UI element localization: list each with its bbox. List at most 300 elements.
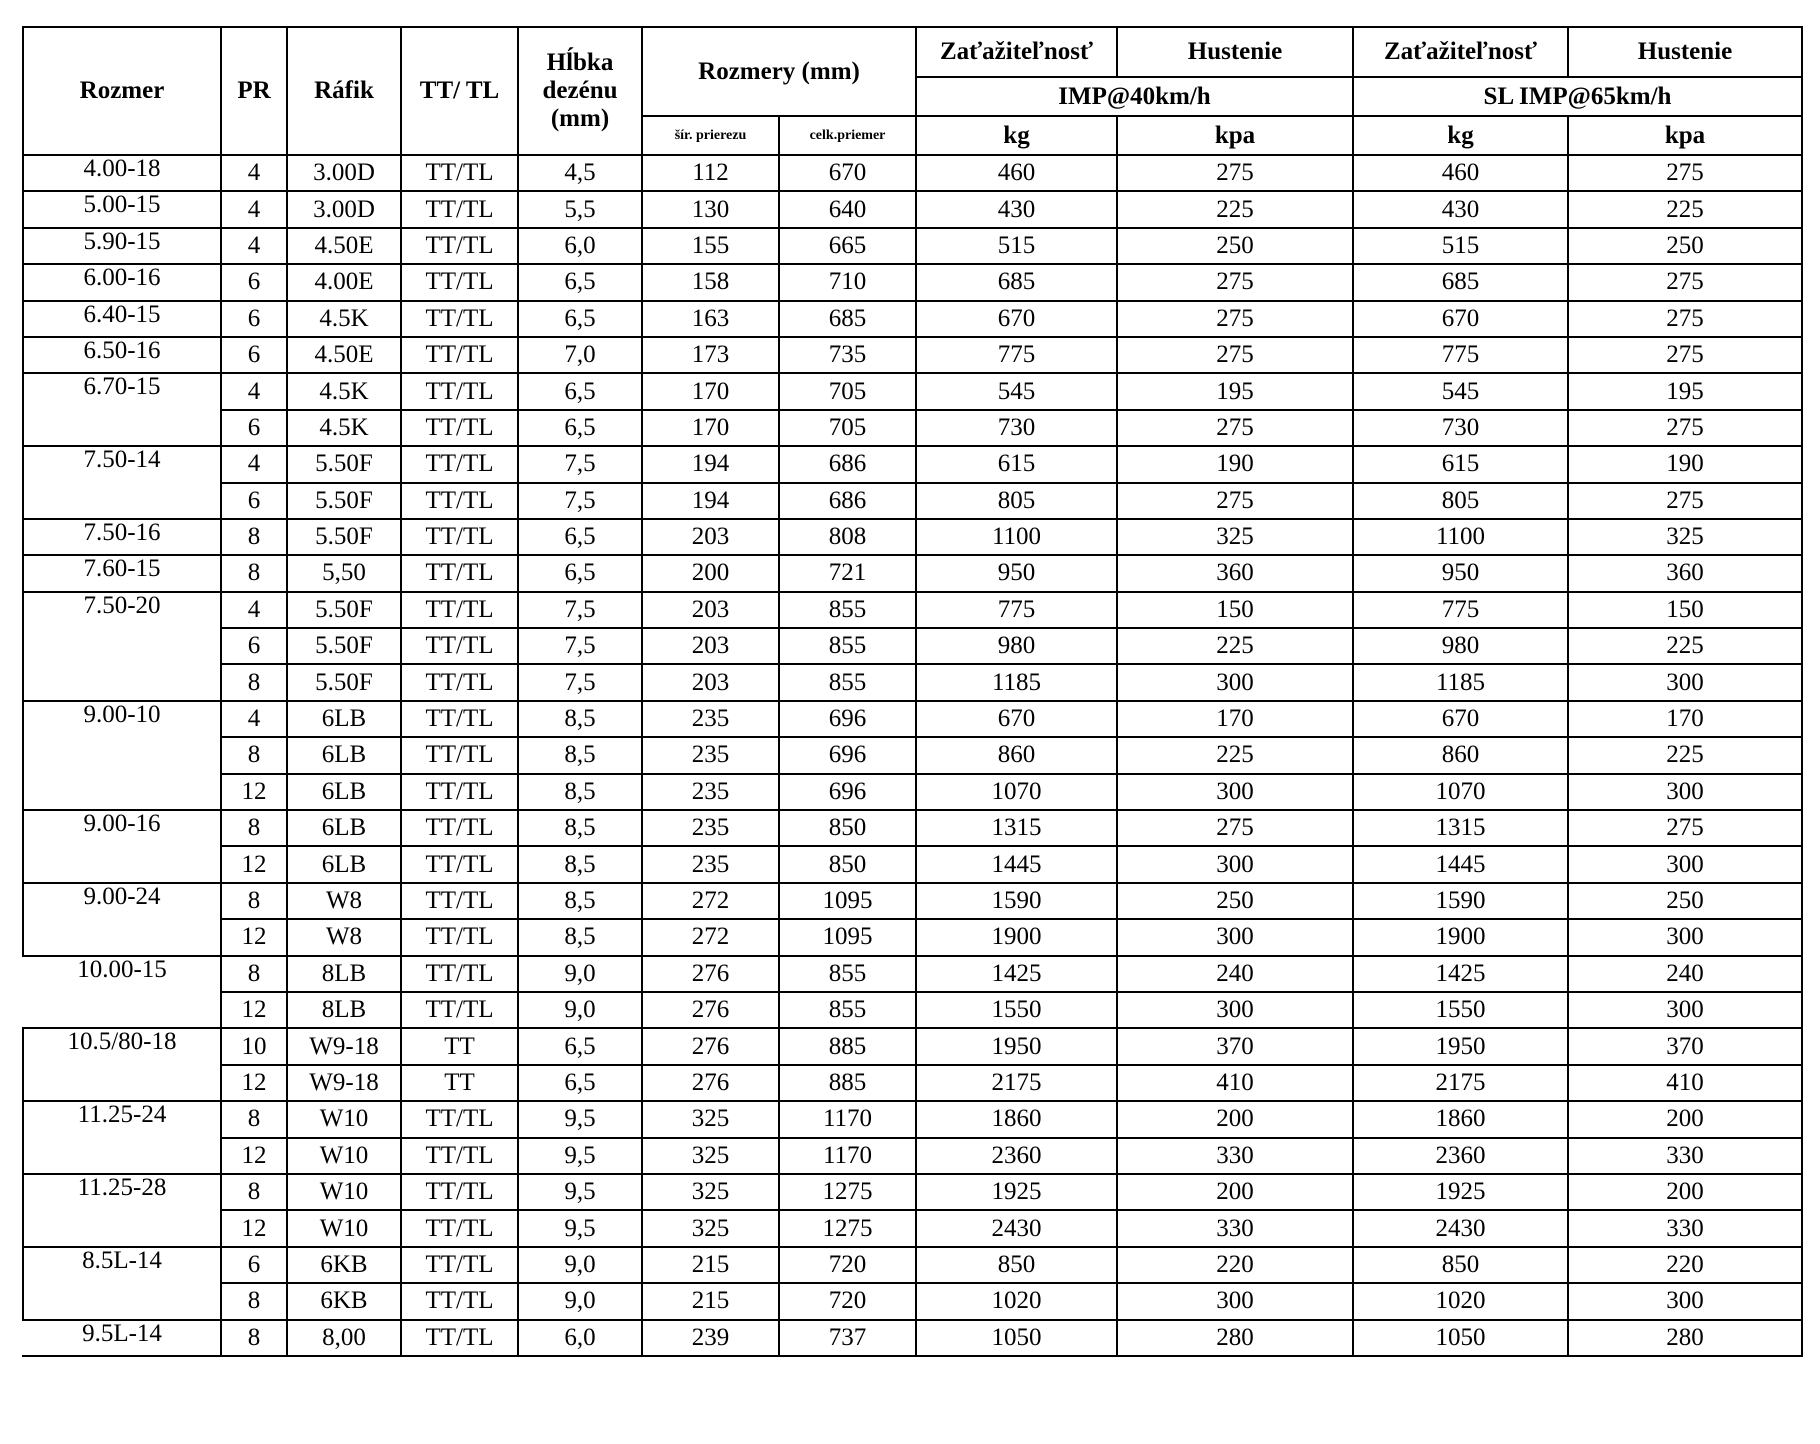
table-row [23,373,1802,409]
cell-zataz-40-kg: 2430 [916,1210,1117,1246]
table-row [23,774,1802,810]
cell-hust-65-kpa: 275 [1568,483,1802,519]
cell-hust-65-kpa: 200 [1568,1101,1802,1137]
cell-tt-tl: TT/TL [401,337,518,373]
cell-rafik: 6LB [287,701,401,737]
cell-zataz-65-kg: 2360 [1353,1138,1568,1174]
cell-tt-tl: TT/TL [401,774,518,810]
header-imp40: IMP@40km/h [916,77,1353,116]
cell-hust-40-kpa: 280 [1117,1320,1353,1356]
cell-hlbka: 9,5 [518,1138,642,1174]
cell-hlbka: 9,0 [518,956,642,992]
table-row [23,555,1802,591]
cell-tt-tl: TT/TL [401,483,518,519]
tire-spec-table [22,26,1803,1357]
cell-hust-65-kpa: 250 [1568,883,1802,919]
cell-pr: 12 [221,1065,287,1101]
cell-sir-prierezu: 170 [642,410,779,446]
cell-tt-tl: TT/TL [401,883,518,919]
cell-pr: 8 [221,883,287,919]
cell-zataz-65-kg: 1100 [1353,519,1568,555]
table-row [23,155,1802,191]
cell-rozmer: 4.00-18 [23,155,221,191]
cell-tt-tl: TT [401,1028,518,1064]
cell-hlbka: 9,5 [518,1174,642,1210]
cell-zataz-40-kg: 2175 [916,1065,1117,1101]
cell-hust-40-kpa: 275 [1117,483,1353,519]
cell-tt-tl: TT/TL [401,301,518,337]
cell-hust-65-kpa: 225 [1568,737,1802,773]
cell-hust-40-kpa: 275 [1117,155,1353,191]
cell-celk-priemer: 855 [779,592,916,628]
cell-rozmer: 9.00-24 [23,883,221,956]
cell-celk-priemer: 1275 [779,1174,916,1210]
cell-zataz-40-kg: 1050 [916,1320,1117,1356]
header-kg-2: kg [1353,116,1568,155]
table-row [23,956,1802,992]
cell-rafik: 6LB [287,846,401,882]
cell-hust-40-kpa: 170 [1117,701,1353,737]
cell-sir-prierezu: 194 [642,483,779,519]
cell-sir-prierezu: 203 [642,664,779,700]
header-zatazitelnost-2: Zaťažiteľnosť [1353,27,1568,77]
cell-rafik: W8 [287,883,401,919]
cell-zataz-65-kg: 1860 [1353,1101,1568,1137]
cell-tt-tl: TT/TL [401,592,518,628]
cell-zataz-65-kg: 2175 [1353,1065,1568,1101]
cell-hust-40-kpa: 300 [1117,919,1353,955]
cell-sir-prierezu: 272 [642,883,779,919]
cell-hust-65-kpa: 300 [1568,919,1802,955]
cell-hust-40-kpa: 200 [1117,1101,1353,1137]
cell-hlbka: 6,5 [518,555,642,591]
table-row [23,483,1802,519]
header-zatazitelnost-1: Zaťažiteľnosť [916,27,1117,77]
cell-pr: 8 [221,810,287,846]
cell-zataz-65-kg: 980 [1353,628,1568,664]
cell-tt-tl: TT/TL [401,1138,518,1174]
cell-hust-65-kpa: 275 [1568,264,1802,300]
cell-rafik: 6LB [287,774,401,810]
cell-pr: 4 [221,155,287,191]
cell-hlbka: 6,0 [518,1320,642,1356]
cell-zataz-40-kg: 460 [916,155,1117,191]
cell-rozmer: 9.00-10 [23,701,221,810]
cell-hust-40-kpa: 330 [1117,1210,1353,1246]
cell-rafik: 8LB [287,956,401,992]
header-sl-imp65: SL IMP@65km/h [1353,77,1802,116]
cell-tt-tl: TT/TL [401,701,518,737]
cell-zataz-65-kg: 1425 [1353,956,1568,992]
cell-sir-prierezu: 276 [642,992,779,1028]
cell-rafik: 5.50F [287,628,401,664]
cell-zataz-40-kg: 1925 [916,1174,1117,1210]
cell-pr: 8 [221,1174,287,1210]
cell-hlbka: 9,0 [518,992,642,1028]
table-row [23,1320,1802,1356]
cell-pr: 8 [221,737,287,773]
cell-hust-40-kpa: 195 [1117,373,1353,409]
table-row [23,592,1802,628]
cell-tt-tl: TT/TL [401,373,518,409]
cell-rafik: 4.5K [287,410,401,446]
cell-tt-tl: TT/TL [401,664,518,700]
cell-pr: 12 [221,1210,287,1246]
cell-tt-tl: TT/TL [401,737,518,773]
cell-celk-priemer: 686 [779,483,916,519]
cell-rozmer: 7.50-14 [23,446,221,519]
cell-zataz-40-kg: 980 [916,628,1117,664]
cell-celk-priemer: 685 [779,301,916,337]
cell-celk-priemer: 850 [779,810,916,846]
cell-hlbka: 8,5 [518,919,642,955]
cell-zataz-40-kg: 1860 [916,1101,1117,1137]
cell-celk-priemer: 640 [779,191,916,227]
cell-celk-priemer: 850 [779,846,916,882]
cell-zataz-65-kg: 545 [1353,373,1568,409]
cell-rafik: 6LB [287,810,401,846]
cell-hust-65-kpa: 275 [1568,410,1802,446]
cell-sir-prierezu: 235 [642,810,779,846]
cell-zataz-65-kg: 1550 [1353,992,1568,1028]
header-rozmery: Rozmery (mm) [642,27,916,116]
cell-hlbka: 9,5 [518,1210,642,1246]
cell-celk-priemer: 1170 [779,1101,916,1137]
table-header [23,27,1802,155]
header-pr: PR [221,27,287,155]
cell-tt-tl: TT/TL [401,1283,518,1319]
cell-rozmer: 7.60-15 [23,555,221,591]
header-celk-priemer: celk.priemer [779,116,916,155]
cell-celk-priemer: 710 [779,264,916,300]
cell-hust-40-kpa: 275 [1117,810,1353,846]
cell-zataz-40-kg: 545 [916,373,1117,409]
cell-celk-priemer: 686 [779,446,916,482]
cell-pr: 4 [221,701,287,737]
cell-pr: 6 [221,301,287,337]
table-row [23,628,1802,664]
cell-sir-prierezu: 235 [642,774,779,810]
cell-hust-40-kpa: 330 [1117,1138,1353,1174]
cell-zataz-65-kg: 1070 [1353,774,1568,810]
cell-pr: 12 [221,846,287,882]
cell-hust-65-kpa: 170 [1568,701,1802,737]
cell-hust-65-kpa: 190 [1568,446,1802,482]
cell-tt-tl: TT/TL [401,1320,518,1356]
cell-pr: 6 [221,628,287,664]
cell-hlbka: 6,5 [518,410,642,446]
cell-hust-40-kpa: 150 [1117,592,1353,628]
cell-zataz-65-kg: 775 [1353,592,1568,628]
cell-hlbka: 6,5 [518,1028,642,1064]
cell-rozmer: 7.50-20 [23,592,221,701]
table-row [23,992,1802,1028]
cell-sir-prierezu: 194 [642,446,779,482]
cell-pr: 8 [221,1320,287,1356]
cell-hlbka: 7,5 [518,483,642,519]
cell-pr: 6 [221,264,287,300]
cell-hust-65-kpa: 300 [1568,774,1802,810]
table-row [23,1174,1802,1210]
table-row [23,664,1802,700]
cell-hust-40-kpa: 250 [1117,228,1353,264]
cell-hust-65-kpa: 330 [1568,1210,1802,1246]
cell-hust-40-kpa: 225 [1117,191,1353,227]
cell-tt-tl: TT/TL [401,1174,518,1210]
cell-hust-65-kpa: 330 [1568,1138,1802,1174]
cell-celk-priemer: 808 [779,519,916,555]
cell-sir-prierezu: 163 [642,301,779,337]
cell-zataz-40-kg: 950 [916,555,1117,591]
cell-zataz-65-kg: 2430 [1353,1210,1568,1246]
cell-celk-priemer: 1275 [779,1210,916,1246]
cell-hlbka: 6,5 [518,1065,642,1101]
cell-zataz-40-kg: 1445 [916,846,1117,882]
cell-zataz-65-kg: 775 [1353,337,1568,373]
cell-hust-65-kpa: 275 [1568,301,1802,337]
cell-tt-tl: TT/TL [401,1210,518,1246]
cell-celk-priemer: 855 [779,992,916,1028]
cell-rafik: W10 [287,1210,401,1246]
cell-hust-40-kpa: 300 [1117,846,1353,882]
cell-hust-40-kpa: 370 [1117,1028,1353,1064]
cell-hust-65-kpa: 280 [1568,1320,1802,1356]
cell-sir-prierezu: 215 [642,1283,779,1319]
table-row [23,191,1802,227]
cell-hlbka: 7,0 [518,337,642,373]
cell-rafik: 6KB [287,1283,401,1319]
cell-celk-priemer: 721 [779,555,916,591]
cell-hust-40-kpa: 275 [1117,264,1353,300]
header-kpa-2: kpa [1568,116,1802,155]
cell-rafik: 4.00E [287,264,401,300]
cell-zataz-40-kg: 1900 [916,919,1117,955]
cell-hlbka: 6,5 [518,373,642,409]
cell-celk-priemer: 705 [779,410,916,446]
cell-hust-65-kpa: 410 [1568,1065,1802,1101]
cell-rozmer: 6.40-15 [23,301,221,337]
cell-rozmer: 7.50-16 [23,519,221,555]
cell-rafik: 6LB [287,737,401,773]
cell-rafik: 5,50 [287,555,401,591]
header-sir-prierezu: šír. prierezu [642,116,779,155]
header-hustenie-2: Hustenie [1568,27,1802,77]
cell-rozmer: 11.25-24 [23,1101,221,1174]
cell-celk-priemer: 705 [779,373,916,409]
cell-zataz-65-kg: 1315 [1353,810,1568,846]
cell-zataz-65-kg: 615 [1353,446,1568,482]
cell-zataz-65-kg: 670 [1353,701,1568,737]
header-rozmer: Rozmer [23,27,221,155]
cell-rafik: 4.50E [287,228,401,264]
cell-tt-tl: TT/TL [401,628,518,664]
header-tt-tl: TT/ TL [401,27,518,155]
cell-pr: 6 [221,1247,287,1283]
cell-pr: 12 [221,992,287,1028]
cell-zataz-65-kg: 1050 [1353,1320,1568,1356]
cell-zataz-65-kg: 685 [1353,264,1568,300]
cell-pr: 6 [221,410,287,446]
header-kg-1: kg [916,116,1117,155]
table-row [23,1247,1802,1283]
cell-zataz-40-kg: 430 [916,191,1117,227]
cell-zataz-40-kg: 850 [916,1247,1117,1283]
cell-rafik: W9-18 [287,1028,401,1064]
cell-sir-prierezu: 276 [642,956,779,992]
cell-rozmer: 5.90-15 [23,228,221,264]
cell-zataz-40-kg: 2360 [916,1138,1117,1174]
cell-sir-prierezu: 173 [642,337,779,373]
cell-pr: 12 [221,774,287,810]
cell-celk-priemer: 1095 [779,919,916,955]
cell-hust-40-kpa: 300 [1117,1283,1353,1319]
cell-zataz-65-kg: 670 [1353,301,1568,337]
cell-zataz-65-kg: 1950 [1353,1028,1568,1064]
cell-zataz-65-kg: 1185 [1353,664,1568,700]
cell-hlbka: 8,5 [518,701,642,737]
cell-sir-prierezu: 325 [642,1101,779,1137]
cell-hlbka: 5,5 [518,191,642,227]
cell-hlbka: 8,5 [518,846,642,882]
cell-sir-prierezu: 239 [642,1320,779,1356]
cell-tt-tl: TT/TL [401,155,518,191]
cell-hlbka: 7,5 [518,664,642,700]
table-row [23,810,1802,846]
table-row [23,1138,1802,1174]
cell-zataz-40-kg: 775 [916,337,1117,373]
cell-sir-prierezu: 203 [642,592,779,628]
cell-tt-tl: TT/TL [401,956,518,992]
cell-zataz-65-kg: 430 [1353,191,1568,227]
cell-zataz-40-kg: 1020 [916,1283,1117,1319]
cell-celk-priemer: 885 [779,1028,916,1064]
cell-sir-prierezu: 215 [642,1247,779,1283]
cell-hlbka: 7,5 [518,446,642,482]
cell-pr: 12 [221,919,287,955]
table-row [23,846,1802,882]
cell-tt-tl: TT/TL [401,810,518,846]
cell-sir-prierezu: 158 [642,264,779,300]
cell-sir-prierezu: 276 [642,1028,779,1064]
cell-zataz-40-kg: 670 [916,301,1117,337]
cell-celk-priemer: 855 [779,664,916,700]
header-hlbka-line2: dezénu [542,77,618,104]
cell-pr: 4 [221,191,287,227]
cell-zataz-65-kg: 730 [1353,410,1568,446]
cell-sir-prierezu: 235 [642,701,779,737]
cell-hust-65-kpa: 225 [1568,191,1802,227]
cell-zataz-65-kg: 1020 [1353,1283,1568,1319]
cell-tt-tl: TT/TL [401,919,518,955]
cell-tt-tl: TT [401,1065,518,1101]
cell-celk-priemer: 665 [779,228,916,264]
cell-zataz-40-kg: 1950 [916,1028,1117,1064]
cell-pr: 8 [221,1283,287,1319]
cell-hust-65-kpa: 300 [1568,846,1802,882]
cell-rafik: W10 [287,1101,401,1137]
cell-sir-prierezu: 272 [642,919,779,955]
cell-hlbka: 7,5 [518,628,642,664]
cell-rozmer: 6.00-16 [23,264,221,300]
cell-hust-40-kpa: 240 [1117,956,1353,992]
cell-sir-prierezu: 235 [642,737,779,773]
cell-celk-priemer: 720 [779,1247,916,1283]
cell-hust-65-kpa: 220 [1568,1247,1802,1283]
cell-zataz-40-kg: 860 [916,737,1117,773]
cell-hust-40-kpa: 275 [1117,337,1353,373]
cell-zataz-40-kg: 775 [916,592,1117,628]
cell-pr: 8 [221,555,287,591]
cell-zataz-40-kg: 1590 [916,883,1117,919]
cell-hust-65-kpa: 275 [1568,155,1802,191]
cell-zataz-65-kg: 1590 [1353,883,1568,919]
cell-sir-prierezu: 170 [642,373,779,409]
cell-rafik: 5.50F [287,446,401,482]
cell-hust-65-kpa: 300 [1568,1283,1802,1319]
cell-pr: 4 [221,373,287,409]
cell-hust-65-kpa: 225 [1568,628,1802,664]
cell-hust-65-kpa: 240 [1568,956,1802,992]
cell-pr: 4 [221,446,287,482]
header-hustenie-1: Hustenie [1117,27,1353,77]
cell-zataz-40-kg: 615 [916,446,1117,482]
header-kpa-1: kpa [1117,116,1353,155]
cell-sir-prierezu: 130 [642,191,779,227]
cell-sir-prierezu: 155 [642,228,779,264]
cell-pr: 8 [221,1101,287,1137]
cell-sir-prierezu: 112 [642,155,779,191]
table-row [23,883,1802,919]
cell-tt-tl: TT/TL [401,846,518,882]
cell-hlbka: 4,5 [518,155,642,191]
cell-hust-40-kpa: 220 [1117,1247,1353,1283]
cell-hust-40-kpa: 275 [1117,410,1353,446]
cell-celk-priemer: 1095 [779,883,916,919]
table-row [23,1283,1802,1319]
cell-hust-65-kpa: 300 [1568,992,1802,1028]
cell-hlbka: 8,5 [518,774,642,810]
cell-hust-40-kpa: 300 [1117,992,1353,1028]
cell-hust-40-kpa: 410 [1117,1065,1353,1101]
table-row [23,446,1802,482]
cell-celk-priemer: 720 [779,1283,916,1319]
cell-celk-priemer: 670 [779,155,916,191]
cell-zataz-40-kg: 1315 [916,810,1117,846]
cell-rozmer: 9.00-16 [23,810,221,883]
cell-rafik: 5.50F [287,592,401,628]
cell-celk-priemer: 1170 [779,1138,916,1174]
cell-hust-65-kpa: 250 [1568,228,1802,264]
cell-zataz-40-kg: 730 [916,410,1117,446]
cell-sir-prierezu: 325 [642,1138,779,1174]
cell-rafik: 4.5K [287,373,401,409]
cell-rafik: 8LB [287,992,401,1028]
cell-rafik: 4.50E [287,337,401,373]
cell-zataz-65-kg: 460 [1353,155,1568,191]
cell-pr: 12 [221,1138,287,1174]
cell-rafik: W10 [287,1174,401,1210]
cell-rafik: 5.50F [287,519,401,555]
cell-celk-priemer: 696 [779,737,916,773]
cell-tt-tl: TT/TL [401,264,518,300]
cell-zataz-65-kg: 950 [1353,555,1568,591]
table-row [23,410,1802,446]
table-row [23,264,1802,300]
header-rafik: Ráfik [287,27,401,155]
cell-sir-prierezu: 203 [642,628,779,664]
cell-rafik: 5.50F [287,483,401,519]
cell-tt-tl: TT/TL [401,1101,518,1137]
